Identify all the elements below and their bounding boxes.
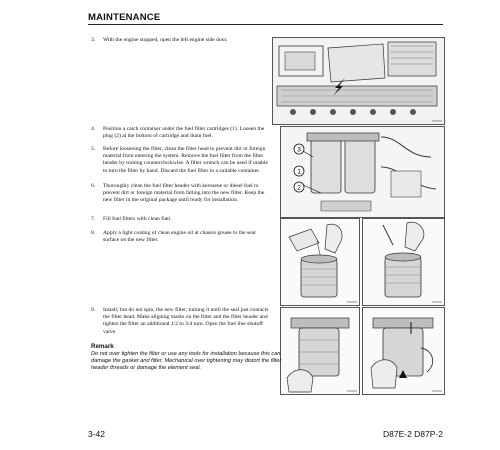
- step-text: Thoroughly clean the fuel filter header with kerosene or diesel fuel to prevent dirt or foreign material from falling into the new filter. Keep the new filter in the original package until ready for installation.: [103, 183, 265, 204]
- install-filter-figure: [280, 307, 360, 395]
- remark-title: Remark: [91, 343, 114, 350]
- section-header: MAINTENANCE: [88, 12, 161, 23]
- step-number: 7.: [91, 216, 96, 222]
- step-number: 8.: [91, 230, 96, 236]
- fill-filter-illustration: [281, 219, 359, 305]
- figure-id: XXXXX: [346, 300, 357, 304]
- step-text: Fill fuel filters with clean fuel.: [103, 216, 172, 222]
- step-text: Apply a light coating of clean engine oil at chassis grease to the seal surface on the new filter.: [103, 230, 256, 244]
- figure-id: XXXXX: [431, 119, 442, 123]
- oil-seal-figure: [362, 218, 445, 306]
- install-filter-illustration: [281, 308, 359, 394]
- remark-text: Do not over tighten the filter or use any tools for installation because this can damage the gasket and filter. Mechanical over tightening may distort the filter header threads or damage the element seal.: [91, 351, 282, 372]
- fuel-filter-figure: [280, 126, 445, 218]
- model-label: D87E-2 D87P-2: [382, 429, 443, 439]
- step-text: Before loosening the filter, clean the filter head to prevent dirt or foreign material from entering the system. Remove the fuel filter from the filter header by turning counterclockwise. A filter wrench can be used if unable to turn the filter by hand. Discard the fuel filter in a suitable container.: [103, 146, 268, 174]
- step-number: 4.: [91, 126, 96, 132]
- tighten-filter-figure: [362, 307, 445, 395]
- engine-side-illustration: [273, 38, 444, 124]
- fuel-filter-illustration: [281, 127, 444, 217]
- step-text: With the engine stopped, open the left engine side door.: [103, 37, 228, 43]
- step-number: 6.: [91, 183, 96, 189]
- step-number: 9.: [91, 307, 96, 313]
- callout-2: 2: [297, 184, 301, 192]
- tighten-filter-illustration: [363, 308, 444, 394]
- callout-3: 3: [297, 146, 301, 154]
- step-number: 5.: [91, 146, 96, 152]
- header-rule: [88, 24, 443, 25]
- callout-1: 1: [297, 168, 301, 176]
- engine-side-figure: [272, 37, 445, 125]
- step-number: 3.: [91, 37, 96, 43]
- figure-id: XXXXX: [431, 300, 442, 304]
- page-number: 3-42: [88, 429, 106, 439]
- step-text: Install; but do not spin, the new filter, turning it until the seal just contacts the filter head. Make aligning marks on the filter and the filter header and tighten the filter an additional 1/2 to 3/4 turn. Open the fuel line shutoff valve.: [103, 307, 269, 335]
- fill-filter-figure: [280, 218, 360, 306]
- figure-id: XXXXX: [431, 389, 442, 393]
- step-text: Position a catch container under the fuel filter cartridges (1). Loosen the plug (2) at the bottom of cartridge and drain fuel.: [103, 126, 265, 140]
- figure-id: XXXXX: [346, 389, 357, 393]
- oil-seal-illustration: [363, 219, 444, 305]
